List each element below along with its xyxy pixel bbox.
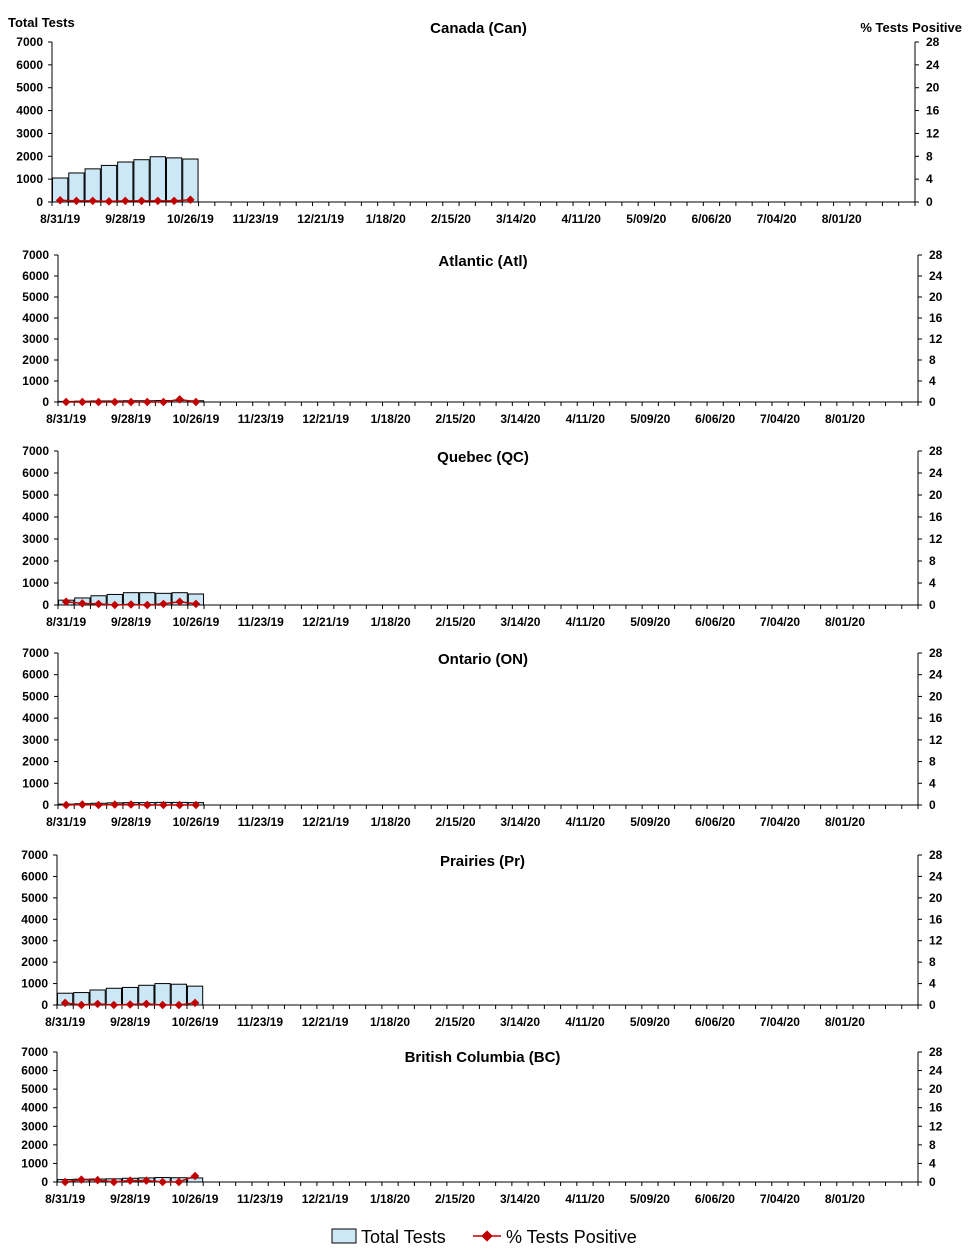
x-tick-label: 2/15/20 [435, 815, 476, 829]
x-tick-label: 8/31/19 [46, 815, 87, 829]
x-tick-label: 8/01/20 [824, 1015, 865, 1029]
right-tick-label: 20 [929, 488, 943, 502]
chart-panel [21, 1045, 942, 1206]
chart-panel [16, 20, 939, 226]
right-tick-label: 4 [929, 776, 936, 791]
left-tick-label: 5000 [21, 1082, 48, 1097]
right-tick-label: 4 [929, 374, 936, 388]
x-tick-label: 8/01/20 [821, 212, 862, 226]
chart-title: Canada (Can) [430, 20, 527, 37]
left-tick-label: 3000 [22, 532, 49, 546]
right-tick-label: 24 [929, 1063, 943, 1078]
x-tick-label: 10/26/19 [167, 212, 214, 226]
right-tick-label: 28 [929, 1045, 943, 1059]
bar [101, 165, 116, 202]
left-tick-label: 7000 [21, 1045, 48, 1059]
left-tick-label: 5000 [22, 689, 49, 704]
x-tick-label: 10/26/19 [172, 412, 220, 426]
left-tick-label: 0 [41, 1175, 48, 1189]
right-tick-label: 16 [929, 1100, 943, 1115]
x-tick-label: 6/06/20 [695, 615, 736, 629]
right-tick-label: 0 [926, 195, 933, 209]
left-tick-label: 7000 [22, 646, 49, 660]
x-tick-label: 2/15/20 [434, 1015, 476, 1029]
x-tick-label: 8/01/20 [824, 615, 866, 629]
x-tick-label: 3/14/20 [499, 1015, 541, 1029]
x-tick-label: 6/06/20 [694, 1015, 735, 1029]
legend-line-label: % Tests Positive [506, 1227, 637, 1247]
x-tick-label: 7/04/20 [760, 615, 801, 629]
left-tick-label: 0 [42, 598, 49, 612]
x-tick-label: 10/26/19 [171, 1192, 219, 1206]
x-tick-label: 9/28/19 [110, 615, 152, 629]
x-tick-label: 8/01/20 [824, 815, 866, 829]
line-marker [61, 1178, 69, 1186]
legend [332, 1227, 637, 1247]
chart-panels [16, 20, 942, 1206]
x-tick-label: 11/23/19 [237, 1015, 284, 1029]
chart-panel [22, 248, 942, 426]
right-tick-label: 20 [929, 689, 943, 704]
left-tick-label: 3000 [22, 332, 49, 346]
left-tick-label: 1000 [16, 172, 43, 187]
x-tick-label: 4/11/20 [561, 212, 601, 226]
x-tick-label: 9/28/19 [110, 815, 152, 829]
legend-bar-swatch [332, 1229, 356, 1243]
right-tick-label: 12 [929, 1119, 943, 1134]
x-tick-label: 3/14/20 [496, 212, 537, 226]
left-tick-label: 7000 [16, 35, 43, 49]
right-tick-label: 12 [929, 732, 943, 747]
right-tick-label: 16 [926, 103, 940, 118]
right-tick-label: 8 [929, 554, 936, 568]
chart-title: Prairies (Pr) [439, 853, 526, 870]
x-tick-label: 11/23/19 [237, 815, 284, 829]
x-tick-label: 7/04/20 [760, 815, 801, 829]
x-tick-label: 11/23/19 [237, 412, 284, 426]
line-marker [77, 1175, 85, 1183]
left-tick-label: 7000 [22, 248, 49, 262]
left-tick-label: 2000 [21, 1137, 48, 1152]
left-tick-label: 7000 [21, 848, 48, 862]
x-tick-label: 5/09/20 [630, 412, 671, 426]
x-tick-label: 4/11/20 [565, 412, 606, 426]
right-tick-label: 16 [929, 711, 943, 726]
left-tick-label: 0 [36, 195, 43, 209]
left-tick-label: 4000 [16, 103, 43, 118]
x-tick-label: 7/04/20 [756, 212, 797, 226]
right-tick-label: 28 [929, 848, 943, 862]
left-tick-label: 7000 [22, 444, 49, 458]
x-tick-label: 4/11/20 [565, 1192, 605, 1206]
left-tick-label: 3000 [16, 126, 43, 141]
x-tick-label: 12/21/19 [302, 412, 350, 426]
right-tick-label: 16 [929, 912, 943, 927]
x-tick-label: 8/31/19 [46, 615, 87, 629]
x-tick-label: 8/31/19 [45, 1192, 86, 1206]
left-tick-label: 2000 [22, 554, 49, 568]
left-tick-label: 1000 [21, 1156, 48, 1171]
left-tick-label: 3000 [22, 732, 49, 747]
line-marker [94, 398, 102, 406]
line-marker [192, 398, 200, 406]
bar [118, 162, 133, 202]
x-tick-label: 8/01/20 [824, 412, 866, 426]
x-tick-label: 3/14/20 [500, 412, 541, 426]
right-tick-label: 4 [929, 1156, 936, 1171]
x-tick-label: 8/31/19 [46, 412, 87, 426]
x-tick-label: 2/15/20 [435, 615, 476, 629]
left-tick-label: 4000 [21, 1100, 48, 1115]
left-tick-label: 2000 [22, 754, 49, 769]
line-marker [93, 1176, 101, 1184]
left-tick-label: 5000 [21, 890, 48, 905]
right-tick-label: 28 [929, 248, 943, 262]
right-tick-label: 8 [929, 754, 936, 769]
x-tick-label: 1/18/20 [370, 615, 411, 629]
x-tick-label: 1/18/20 [370, 815, 411, 829]
right-tick-label: 0 [929, 1175, 936, 1189]
right-tick-label: 24 [926, 57, 940, 72]
right-tick-label: 16 [929, 311, 943, 325]
line-marker [78, 398, 86, 406]
left-tick-label: 3000 [21, 933, 48, 948]
x-tick-label: 3/14/20 [500, 615, 541, 629]
bar [150, 157, 165, 202]
right-tick-label: 4 [926, 172, 933, 187]
right-tick-label: 20 [929, 1082, 943, 1097]
x-tick-label: 8/01/20 [824, 1192, 865, 1206]
x-tick-label: 1/18/20 [370, 1015, 411, 1029]
x-tick-label: 12/21/19 [297, 212, 345, 226]
chart-panel [22, 444, 942, 629]
left-tick-label: 6000 [22, 269, 49, 283]
chart-title: British Columbia (BC) [404, 1049, 561, 1066]
x-tick-label: 9/28/19 [105, 212, 146, 226]
left-tick-label: 5000 [22, 488, 49, 502]
right-tick-label: 20 [926, 80, 940, 95]
right-tick-label: 28 [926, 35, 940, 49]
x-tick-label: 1/18/20 [370, 1192, 411, 1206]
right-tick-label: 12 [926, 126, 940, 141]
line-marker [78, 800, 86, 808]
x-tick-label: 5/09/20 [629, 1015, 670, 1029]
left-tick-label: 6000 [21, 1063, 48, 1078]
line-marker [159, 398, 167, 406]
x-tick-label: 12/21/19 [301, 1015, 349, 1029]
left-tick-label: 1000 [21, 976, 48, 991]
x-tick-label: 2/15/20 [430, 212, 471, 226]
x-tick-label: 3/14/20 [499, 1192, 541, 1206]
x-tick-label: 8/31/19 [45, 1015, 86, 1029]
left-tick-label: 2000 [22, 353, 49, 367]
right-axis-label: % Tests Positive [860, 20, 962, 35]
right-tick-label: 4 [929, 576, 936, 590]
right-tick-label: 0 [929, 598, 936, 612]
line-marker [94, 801, 102, 809]
left-tick-label: 4000 [22, 311, 49, 325]
left-tick-label: 1000 [22, 374, 49, 388]
x-tick-label: 12/21/19 [301, 1192, 349, 1206]
bar [134, 160, 149, 202]
x-tick-label: 1/18/20 [370, 412, 411, 426]
right-tick-label: 4 [929, 976, 936, 991]
right-tick-label: 0 [929, 395, 936, 409]
x-tick-label: 9/28/19 [110, 1192, 151, 1206]
left-tick-label: 0 [42, 798, 49, 812]
left-tick-label: 6000 [21, 869, 48, 884]
left-tick-label: 0 [42, 395, 49, 409]
chart-title: Quebec (QC) [437, 449, 529, 466]
x-tick-label: 8/31/19 [40, 212, 81, 226]
left-axis-label: Total Tests [8, 15, 75, 30]
x-tick-label: 6/06/20 [695, 412, 736, 426]
x-tick-label: 2/15/20 [434, 1192, 476, 1206]
right-tick-label: 28 [929, 444, 943, 458]
left-tick-label: 3000 [21, 1119, 48, 1134]
line-marker [143, 398, 151, 406]
right-tick-label: 12 [929, 332, 943, 346]
right-tick-label: 16 [929, 510, 943, 524]
x-tick-label: 12/21/19 [302, 815, 350, 829]
chart-panel [22, 646, 942, 829]
left-tick-label: 0 [41, 998, 48, 1012]
x-tick-label: 2/15/20 [435, 412, 476, 426]
x-tick-label: 9/28/19 [110, 1015, 151, 1029]
line-marker [192, 801, 200, 809]
line-marker [62, 398, 70, 406]
bar [166, 158, 181, 202]
x-tick-label: 4/11/20 [565, 615, 606, 629]
left-tick-label: 6000 [22, 667, 49, 682]
x-tick-label: 7/04/20 [760, 412, 801, 426]
right-tick-label: 0 [929, 798, 936, 812]
x-tick-label: 6/06/20 [691, 212, 732, 226]
line-marker [126, 1176, 134, 1184]
x-tick-label: 7/04/20 [759, 1192, 800, 1206]
left-tick-label: 4000 [22, 711, 49, 726]
x-tick-label: 5/09/20 [630, 615, 671, 629]
right-tick-label: 8 [929, 955, 936, 970]
right-tick-label: 24 [929, 269, 943, 283]
right-tick-label: 12 [929, 933, 943, 948]
x-tick-label: 10/26/19 [172, 815, 220, 829]
x-tick-label: 9/28/19 [110, 412, 152, 426]
left-tick-label: 5000 [16, 80, 43, 95]
right-tick-label: 24 [929, 466, 943, 480]
x-tick-label: 4/11/20 [565, 815, 606, 829]
line-marker [111, 398, 119, 406]
right-tick-label: 20 [929, 290, 943, 304]
line-marker [62, 801, 70, 809]
x-tick-label: 5/09/20 [626, 212, 667, 226]
line-marker [127, 800, 135, 808]
x-tick-label: 5/09/20 [630, 815, 671, 829]
x-tick-label: 12/21/19 [302, 615, 350, 629]
x-tick-label: 11/23/19 [237, 615, 284, 629]
left-tick-label: 1000 [22, 776, 49, 791]
line-marker [143, 801, 151, 809]
x-tick-label: 6/06/20 [694, 1192, 735, 1206]
x-tick-label: 10/26/19 [171, 1015, 219, 1029]
left-tick-label: 4000 [21, 912, 48, 927]
x-tick-label: 3/14/20 [500, 815, 541, 829]
right-tick-label: 8 [929, 353, 936, 367]
x-tick-label: 1/18/20 [365, 212, 406, 226]
x-tick-label: 10/26/19 [172, 615, 220, 629]
left-tick-label: 1000 [22, 576, 49, 590]
chart-title: Atlantic (Atl) [438, 253, 528, 270]
x-tick-label: 11/23/19 [237, 1192, 284, 1206]
x-tick-label: 7/04/20 [759, 1015, 800, 1029]
x-tick-label: 5/09/20 [629, 1192, 670, 1206]
right-tick-label: 20 [929, 890, 943, 905]
chart-panel [21, 848, 942, 1029]
left-tick-label: 2000 [21, 955, 48, 970]
right-tick-label: 8 [926, 149, 933, 164]
legend-bar-label: Total Tests [361, 1227, 446, 1247]
right-tick-label: 8 [929, 1137, 936, 1152]
right-tick-label: 0 [929, 998, 936, 1012]
right-tick-label: 28 [929, 646, 943, 660]
left-tick-label: 6000 [16, 57, 43, 72]
right-tick-label: 24 [929, 869, 943, 884]
legend-line-marker [481, 1230, 492, 1241]
x-tick-label: 4/11/20 [565, 1015, 605, 1029]
line-marker [127, 398, 135, 406]
right-tick-label: 24 [929, 667, 943, 682]
x-tick-label: 11/23/19 [232, 212, 279, 226]
left-tick-label: 2000 [16, 149, 43, 164]
left-tick-label: 6000 [22, 466, 49, 480]
chart-title: Ontario (ON) [438, 651, 528, 668]
left-tick-label: 4000 [22, 510, 49, 524]
x-tick-label: 6/06/20 [695, 815, 736, 829]
line-marker [111, 800, 119, 808]
right-tick-label: 12 [929, 532, 943, 546]
left-tick-label: 5000 [22, 290, 49, 304]
